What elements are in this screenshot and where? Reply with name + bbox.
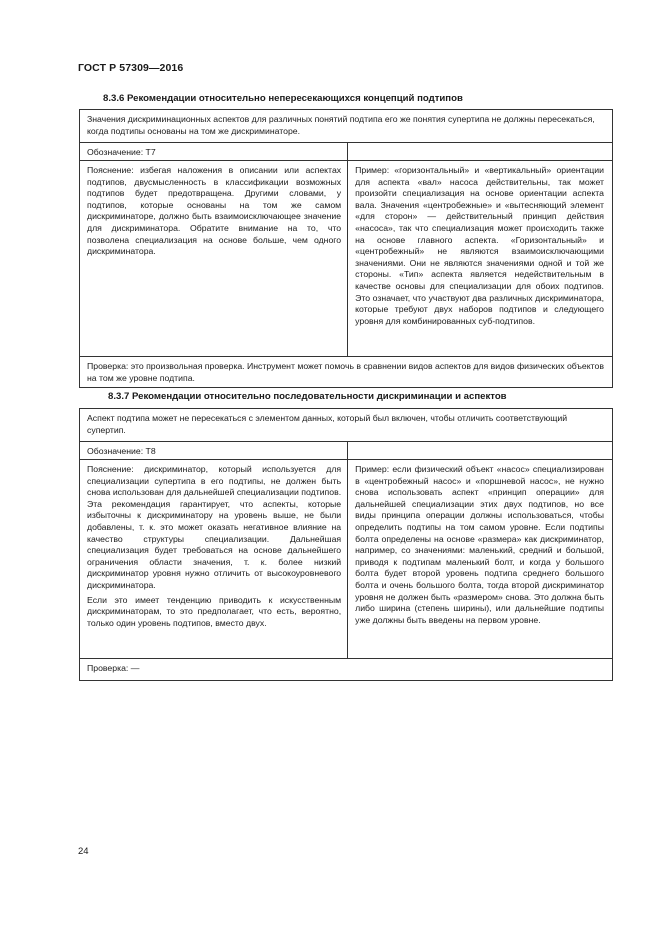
section-title-8-3-7: 8.3.7 Рекомендации относительно последовательности дискриминации и аспектов	[108, 391, 507, 402]
recommendation-table-t8	[79, 408, 613, 681]
recommendation-statement: Значения дискриминационных аспектов для различных понятий подтипа его же понятия супертипа не должны пересекаться, когда подтипы основаны на том же дискриминаторе.	[87, 114, 595, 136]
recommendation-table-t7	[79, 109, 613, 388]
check-cell: Проверка: —	[87, 663, 140, 673]
example-text: Пример: если физический объект «насос» специализирован в «центробежный насос» и «поршневой насос», не нужно снова использовать аспект «принцип операции» для дальнейшей специализации этих двух подтипов, но все виды принципа операции должны использоваться, чтобы определить подтипы на том самом уровне. Если подтипы болта определены на основе «размера» как дискриминатор, например, со значениями: маленький, средний и большой, приводя к подтипам маленький болт, и когда у большого болта будет второй уровень подтипа среднего большого болта и очень большого болта, тогда второй дискриминатор уровня не должен быть «размером» снова. Это должна быть либо ширина (степень ширины), или дальнейшие подтипы уже должны быть введены на первом уровне.	[355, 464, 604, 625]
explanation-text: Пояснение: избегая наложения в описании или аспектах подтипов, двусмысленность в классификации возможных подтипов будет предотвращена. Другими словами, у подтипов, которые основаны на том же самом дискриминаторе, должно быть взаимоисключающее значение для дискриминатора. Обратите внимание на то, что позволена специализация на основе больше, чем одного дискриминатора.	[87, 165, 342, 257]
designation-cell: Обозначение: Т8	[80, 442, 348, 459]
section-title-8-3-6: 8.3.6 Рекомендации относительно непересекающихся концепций подтипов	[103, 93, 463, 104]
example-cell	[348, 460, 612, 658]
check-cell: Проверка: это произвольная проверка. Инструмент может помочь в сравнении видов аспектов для видов физических объектов на том же уровне подтипа.	[87, 361, 604, 383]
explanation-cell	[80, 460, 348, 658]
designation-empty-cell	[348, 442, 612, 459]
designation-cell: Обозначение: Т7	[80, 143, 348, 160]
example-text: Пример: «горизонтальный» и «вертикальный» ориентации для аспекта «вал» насоса действительны, так может произойти специализация на основе ориентации аспекта вала. Значения «центробежные» и «вытесняющий элемент «для сторон» — действительный принцип действия «насоса», так что специализация может происходить также на основе главного аспекта. «Горизонтальный» и «центробежный» не являются взаимоисключающими значениями. Они не являются значениями одной и той же стороны. «Тип» аспекта является недействительным в качестве основы для специализации для обоих подтипов. Это означает, что участвуют два различных дискриминатора, которые требуют двух наборов подтипов и следующего уровня для комбинированных суб-подтипов.	[355, 165, 604, 326]
explanation-note: Если это имеет тенденцию приводить к искусственным дискриминаторам, то это предполагает, что есть, вероятно, только один уровень подтипов, вместо двух.	[87, 594, 342, 628]
example-cell	[348, 161, 612, 356]
recommendation-statement: Аспект подтипа может не пересекаться с элементом данных, который был включен, чтобы отличить соответствующий супертип.	[87, 413, 568, 435]
document-header: ГОСТ Р 57309—2016	[78, 62, 184, 74]
explanation-text: Пояснение: дискриминатор, который используется для специализации супертипа в его подтипы, не должен быть снова использован для дальнейшей специализации подтипов. Эта рекомендация гарантирует, что аспекты, которые избыточны к дискриминатору на уровень выше, не были добавлены, т. к. это может оказать негативное влияние на качество структуры специализации. Дальнейшая специализация будет требоваться на основе дальнейшего ограничения области значения, т. к. более низкий дискриминатор уровня нужно отличить от высокоуровневого дискриминатора.	[87, 464, 342, 590]
designation-empty-cell	[348, 143, 612, 160]
explanation-cell	[80, 161, 348, 356]
page-number: 24	[78, 846, 89, 857]
